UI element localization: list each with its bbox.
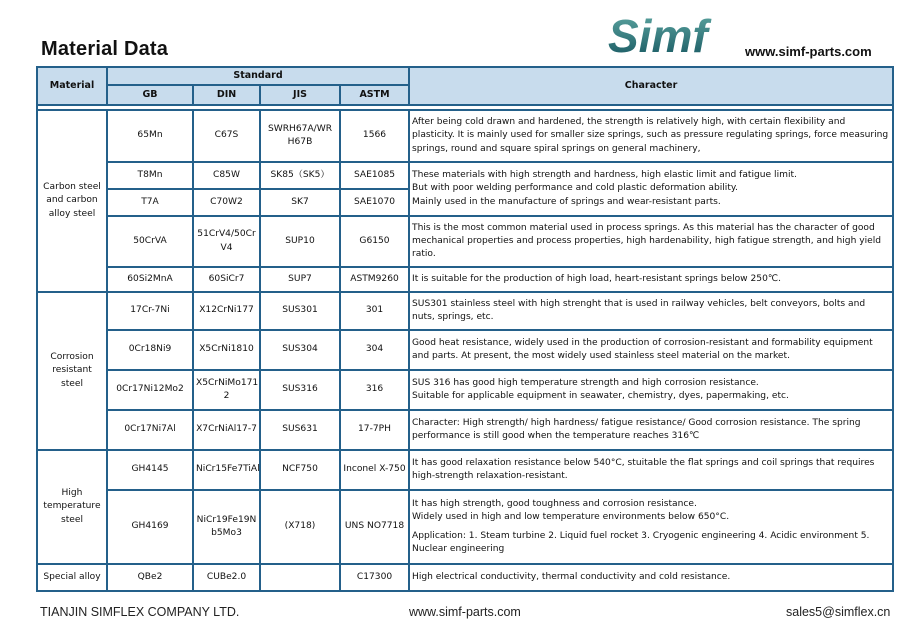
- table-row: [37, 267, 893, 292]
- table-row: [37, 162, 893, 189]
- cell-character: It has good relaxation resistance below 540°C, stuitable the flat springs and coil springs that requires high-strength relaxation-resistant.: [409, 450, 893, 490]
- svg-text:Simf: Simf: [608, 10, 708, 62]
- table-row: [37, 330, 893, 370]
- cell-din: NiCr15Fe7TiAl: [193, 450, 260, 490]
- category-corrosion: Corrosion resistant steel: [37, 292, 107, 450]
- cell-jis: SWRH67A/WR H67B: [260, 110, 340, 162]
- cell-gb: 65Mn: [107, 110, 193, 162]
- cell-din: 60SiCr7: [193, 267, 260, 292]
- header-din: DIN: [193, 85, 260, 105]
- footer-website[interactable]: www.simf-parts.com: [409, 605, 521, 619]
- character-line: But with poor welding performance and cold plastic deformation ability.: [412, 183, 738, 194]
- simf-logo: [606, 8, 718, 62]
- cell-din: NiCr19Fe19N b5Mo3: [193, 490, 260, 564]
- cell-astm: G6150: [340, 216, 409, 267]
- character-line: Suitable for applicable equipment in seawater, chemistry, dyes, papermaking, etc.: [412, 391, 789, 401]
- character-line: SUS 316 has good high temperature strength and high corrosion resistance.: [412, 377, 759, 388]
- category-high-temperature: High temperature steel: [37, 450, 107, 564]
- category-carbon: Carbon steel and carbon alloy steel: [37, 110, 107, 292]
- cell-gb: QBe2: [107, 564, 193, 591]
- cell-din: C85W: [193, 162, 260, 189]
- cell-gb: T8Mn: [107, 162, 193, 189]
- footer-company: TIANJIN SIMFLEX COMPANY LTD.: [40, 605, 240, 619]
- header-jis: JIS: [260, 85, 340, 105]
- cell-character: SUS301 stainless steel with high strenght that is used in railway vehicles, belt conveyors, bolts and nuts, springs, etc.: [409, 292, 893, 330]
- cell-character: [409, 162, 893, 216]
- cell-astm: 316: [340, 370, 409, 410]
- cell-din: X5CrNi1810: [193, 330, 260, 370]
- cell-din: X12CrNi177: [193, 292, 260, 330]
- character-line: Mainly used in the manufacture of springs and wear-resistant parts.: [412, 196, 721, 207]
- category-special-alloy: Special alloy: [37, 564, 107, 591]
- cell-gb: GH4145: [107, 450, 193, 490]
- header-astm: ASTM: [340, 85, 409, 105]
- cell-astm: ASTM9260: [340, 267, 409, 292]
- cell-din: CUBe2.0: [193, 564, 260, 591]
- table-row: [37, 370, 893, 410]
- cell-din: X7CrNiAl17-7: [193, 410, 260, 450]
- cell-jis: SUS304: [260, 330, 340, 370]
- cell-jis: (X718): [260, 490, 340, 564]
- cell-character: This is the most common material used in process springs. As this material has the character of good mechanical properties and process properties, high hardenability, high fatigue strength, and high yield ratio.: [409, 216, 893, 267]
- table-row: [37, 490, 893, 564]
- cell-din: C67S: [193, 110, 260, 162]
- page-title: Material Data: [41, 38, 169, 60]
- cell-gb: 0Cr18Ni9: [107, 330, 193, 370]
- cell-character: [409, 490, 893, 564]
- cell-astm: 301: [340, 292, 409, 330]
- cell-jis: SUS301: [260, 292, 340, 330]
- header-material: Material: [37, 67, 107, 105]
- cell-character: Character: High strength/ high hardness/ fatigue resistance/ Good corrosion resistance. The spring performance is still good when the temperature reaches 316℃: [409, 410, 893, 450]
- cell-character: [409, 370, 893, 410]
- cell-astm: SAE1070: [340, 189, 409, 216]
- character-line: These materials with high strength and hardness, high elastic limit and fatigue limit.: [412, 170, 797, 181]
- cell-astm: SAE1085: [340, 162, 409, 189]
- cell-astm: 1566: [340, 110, 409, 162]
- header-character: Character: [409, 67, 893, 105]
- cell-din: 51CrV4/50Cr V4: [193, 216, 260, 267]
- table-row: [37, 216, 893, 267]
- cell-din: C70W2: [193, 189, 260, 216]
- cell-gb: GH4169: [107, 490, 193, 564]
- table-row: [37, 110, 893, 162]
- cell-astm: UNS NO7718: [340, 490, 409, 564]
- header-website[interactable]: www.simf-parts.com: [745, 44, 872, 59]
- cell-gb: 17Cr-7Ni: [107, 292, 193, 330]
- cell-jis: SK85（SK5）: [260, 162, 340, 189]
- cell-jis: NCF750: [260, 450, 340, 490]
- cell-gb: 50CrVA: [107, 216, 193, 267]
- header-standard: Standard: [107, 67, 409, 85]
- cell-astm: 304: [340, 330, 409, 370]
- table-row: [37, 292, 893, 330]
- cell-astm: C17300: [340, 564, 409, 591]
- header-gb: GB: [107, 85, 193, 105]
- cell-jis: SUP7: [260, 267, 340, 292]
- table-row: [37, 410, 893, 450]
- character-line: It has high strength, good toughness and corrosion resistance.: [412, 499, 697, 510]
- table-row: [37, 450, 893, 490]
- cell-jis: SK7: [260, 189, 340, 216]
- cell-astm: Inconel X-750: [340, 450, 409, 490]
- cell-din: X5CrNiMo171 2: [193, 370, 260, 410]
- cell-jis: SUS631: [260, 410, 340, 450]
- cell-jis: SUS316: [260, 370, 340, 410]
- cell-character: High electrical conductivity, thermal conductivity and cold resistance.: [409, 564, 893, 591]
- cell-character: After being cold drawn and hardened, the strength is relatively high, with certain flexibility and plasticity. It is mainly used for smaller size springs, such as pressure regulating springs, force measuring springs, round and square spiral springs on general machinery,: [409, 110, 893, 162]
- character-line: Widely used in high and low temperature environments below 650°C.: [412, 512, 730, 523]
- cell-jis: SUP10: [260, 216, 340, 267]
- cell-gb: 60Si2MnA: [107, 267, 193, 292]
- material-data-table: [36, 66, 894, 592]
- cell-gb: 0Cr17Ni7Al: [107, 410, 193, 450]
- footer-email[interactable]: sales5@simflex.cn: [786, 605, 891, 619]
- cell-gb: T7A: [107, 189, 193, 216]
- table-row: [37, 564, 893, 591]
- cell-astm: 17-7PH: [340, 410, 409, 450]
- character-line: Application: 1. Steam turbine 2. Liquid fuel rocket 3. Cryogenic engineering 4. Acidic environment 5. Nuclear engineering: [412, 530, 870, 554]
- cell-gb: 0Cr17Ni12Mo2: [107, 370, 193, 410]
- cell-character: It is suitable for the production of high load, heart-resistant springs below 250℃.: [409, 267, 893, 292]
- cell-jis: [260, 564, 340, 591]
- cell-character: Good heat resistance, widely used in the production of corrosion-resistant and formability equipment and parts. At present, the most widely used stainless steel material on the market.: [409, 330, 893, 370]
